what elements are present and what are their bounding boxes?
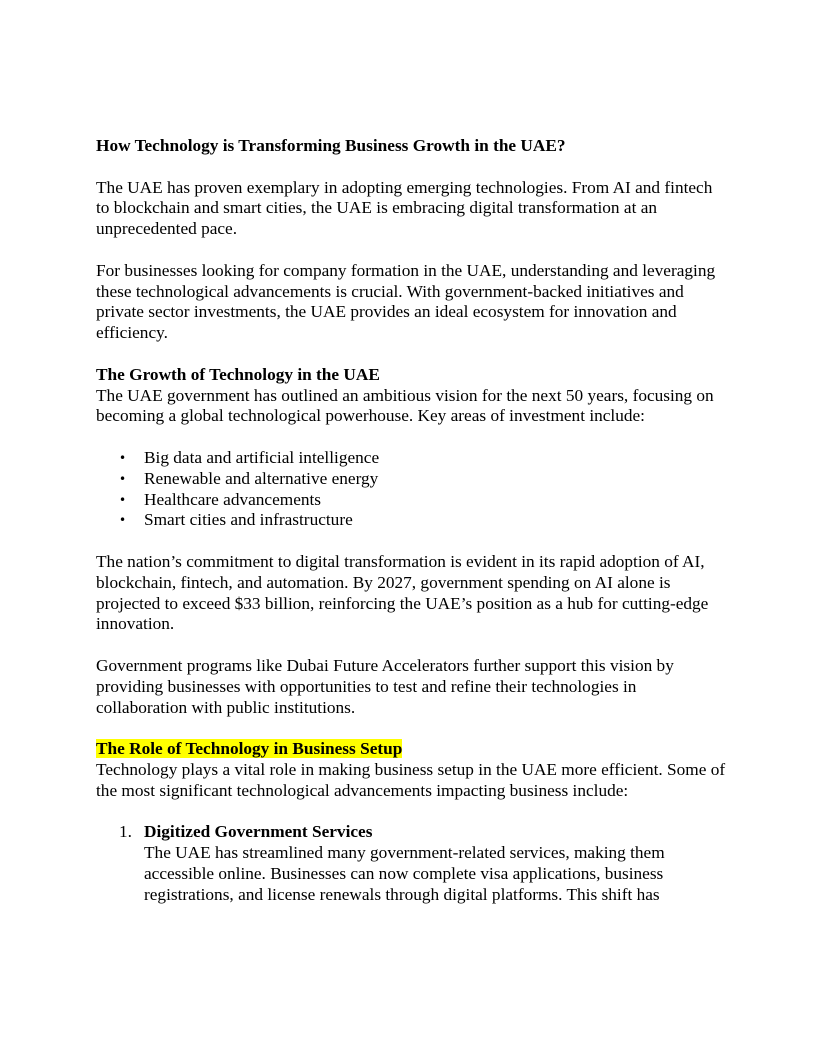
section-heading-role bbox=[96, 739, 726, 760]
list-item-text: Big data and artificial intelligence bbox=[144, 447, 380, 467]
bullet-icon: • bbox=[119, 513, 127, 528]
investment-areas-list bbox=[96, 448, 726, 531]
intro-paragraph-1: The UAE has proven exemplary in adopting emerging technologies. From AI and fintech to blockchain and smart cities, the UAE is embracing digital transformation at an unprecedented pace. bbox=[96, 177, 713, 239]
list-item-text: Smart cities and infrastructure bbox=[144, 510, 353, 530]
bullet-icon: • bbox=[119, 450, 127, 465]
bullet-icon: • bbox=[119, 471, 127, 486]
section-growth-paragraph-1: The nation’s commitment to digital transformation is evident in its rapid adoption of AI, blockchain, fintech, and automation. By 2027, government spending on AI alone is projected to exceed $33 billion, reinforcing the UAE’s position as a hub for cutting-edge innovation. bbox=[96, 551, 709, 634]
list-item-title: Digitized Government Services bbox=[144, 822, 373, 842]
list-item bbox=[96, 510, 726, 531]
document-page bbox=[96, 136, 726, 905]
document-title: How Technology is Transforming Business Growth in the UAE? bbox=[96, 136, 566, 155]
list-item-body: The UAE has streamlined many government-related services, making them accessible online. Businesses can now complete visa applications, business registrations, and license renewals through digital platforms. This shift has bbox=[144, 843, 665, 904]
list-item bbox=[96, 490, 726, 511]
list-item-text: Healthcare advancements bbox=[144, 489, 322, 509]
list-item bbox=[96, 822, 726, 905]
list-item-text: Renewable and alternative energy bbox=[144, 468, 379, 488]
section-heading-growth: The Growth of Technology in the UAE bbox=[96, 364, 380, 384]
advancements-list bbox=[96, 822, 726, 905]
section-growth-paragraph-2: Government programs like Dubai Future Accelerators further support this vision by providing businesses with opportunities to test and refine their technologies in collaboration with public institutions. bbox=[96, 655, 674, 717]
list-item bbox=[96, 448, 726, 469]
section-growth-lead: The UAE government has outlined an ambitious vision for the next 50 years, focusing on becoming a global technological powerhouse. Key areas of investment include: bbox=[96, 385, 714, 426]
section-role-lead: Technology plays a vital role in making business setup in the UAE more efficient. Some of the most significant technological advancements impacting business include: bbox=[96, 759, 726, 800]
highlighted-heading-text: The Role of Technology in Business Setup bbox=[96, 739, 403, 759]
intro-paragraph-2: For businesses looking for company formation in the UAE, understanding and leveraging these technological advancements is crucial. With government-backed initiatives and private sector investments, the UAE provides an ideal ecosystem for innovation and efficiency. bbox=[96, 260, 716, 343]
list-item bbox=[96, 469, 726, 490]
list-item-number: 1. bbox=[119, 822, 132, 842]
bullet-icon: • bbox=[119, 492, 127, 507]
